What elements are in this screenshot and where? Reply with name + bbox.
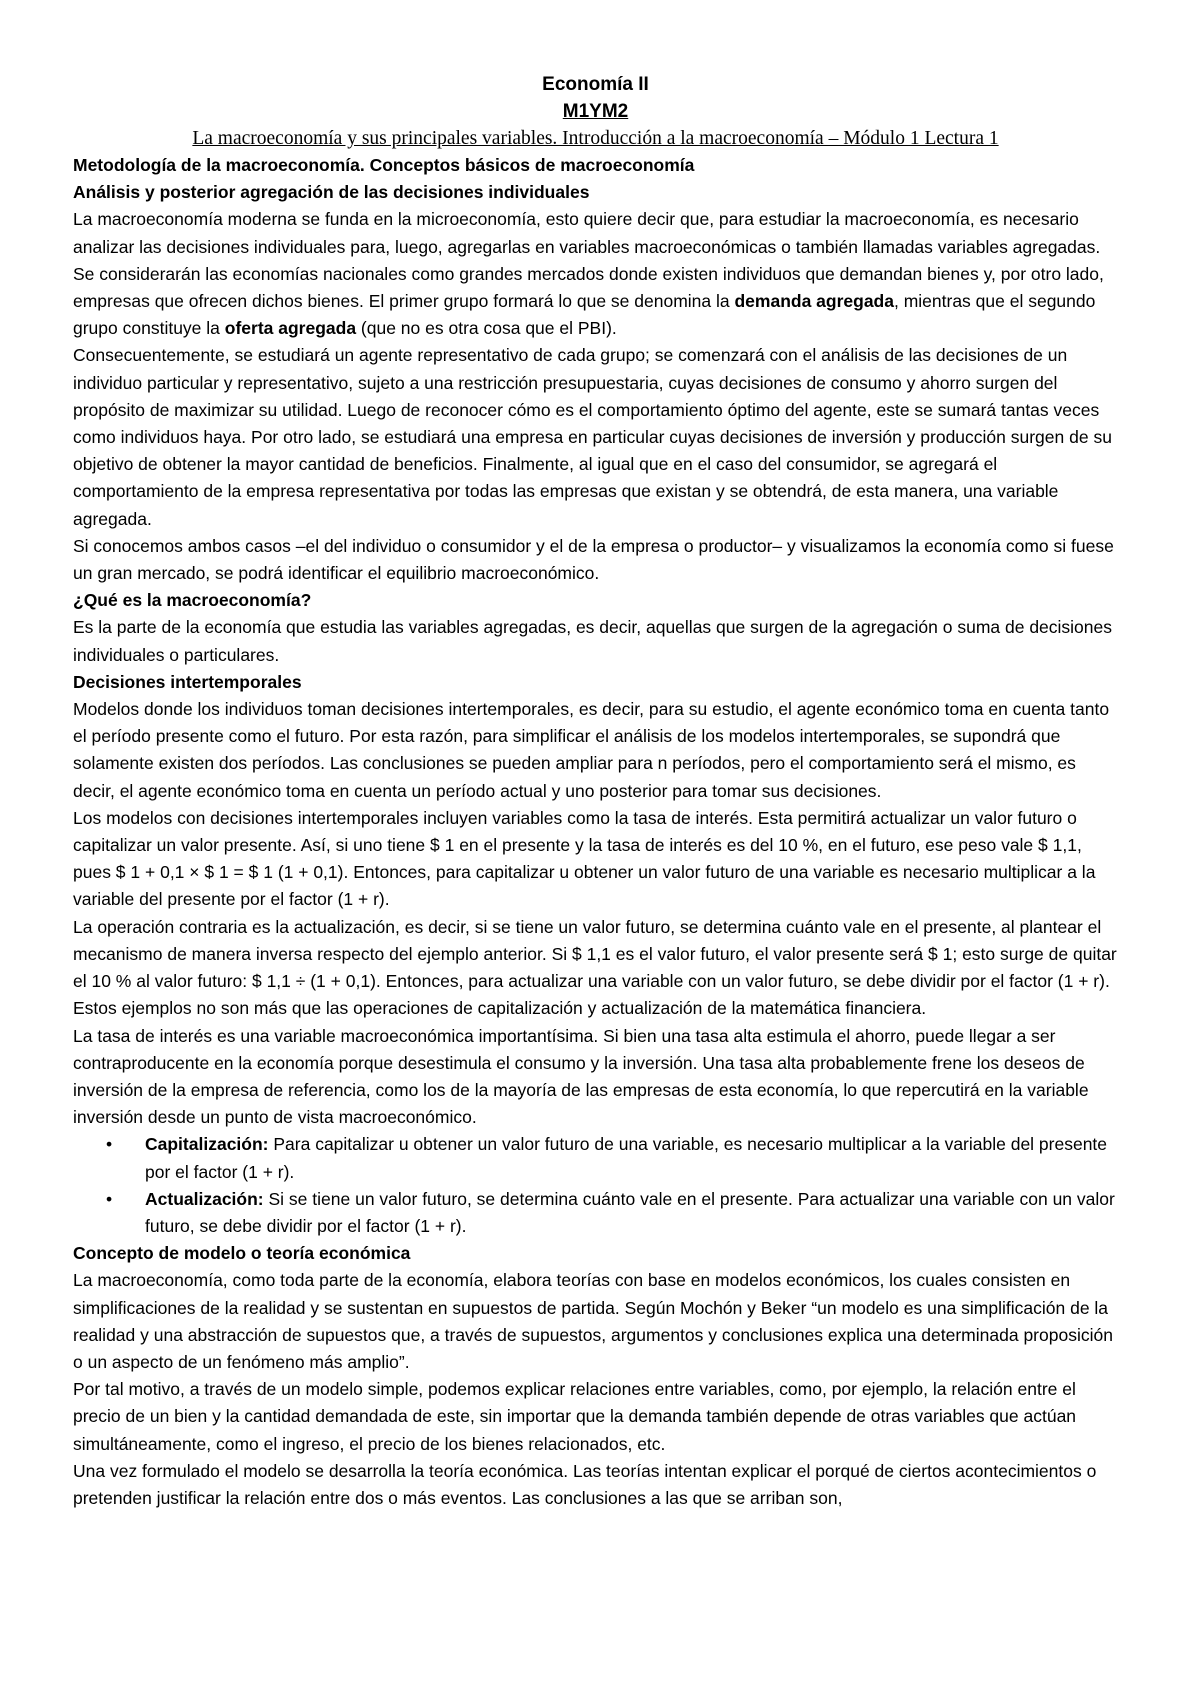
bullet-term: Actualización:: [145, 1188, 264, 1209]
paragraph: Modelos donde los individuos toman decisiones intertemporales, es decir, para su estudio, el agente económico toma en cuenta tanto el período presente como el futuro. Por esta razón, para simplificar el análisis de los modelos intertemporales, se supondrá que solamente existen dos períodos. Las conclusiones se pueden ampliar para n períodos, pero el comportamiento será el mismo, es decir, el agente económico toma en cuenta un período actual y uno posterior para tomar sus decisiones.: [73, 699, 1110, 801]
text-span: La macroeconomía moderna se funda en la microeconomía, esto quiere decir que, para estudiar la macroeconomía, es necesario analizar las decisiones individuales para, luego, agregarlas en variables macroeconómicas o también llamadas variables agregadas. Se considerarán las economías nacionales como grandes mercados donde existen individuos que demandan bienes y, por otro lado, empresas que ofrecen dichos bienes. El primer grupo formará lo que se denomina la: [73, 209, 1104, 312]
bullet-term: Capitalización:: [145, 1134, 269, 1155]
paragraph: Por tal motivo, a través de un modelo simple, podemos explicar relaciones entre variables, como, por ejemplo, la relación entre el precio de un bien y la cantidad demandada de este, sin importar que la demanda también depende de otras variables que actúan simultáneamente, como el ingreso, el precio de los bienes relacionados, etc.: [73, 1379, 1077, 1454]
paragraph: [73, 206, 1118, 342]
list-item: [106, 1131, 1118, 1185]
list-item: [106, 1186, 1118, 1240]
text-span: (que no es otra cosa que el PBI).: [356, 318, 617, 339]
term-oferta-agregada: oferta agregada: [224, 318, 357, 339]
section-heading-model: Concepto de modelo o teoría económica: [73, 1243, 411, 1264]
lecture-title: La macroeconomía y sus principales variables. Introducción a la macroeconomía – Módulo 1 Lectura 1: [192, 128, 999, 149]
paragraph: La macroeconomía, como toda parte de la economía, elabora teorías con base en modelos económicos, los cuales consisten en simplificaciones de la realidad y se sustentan en supuestos de partida. Según Mochón y Beker “un modelo es una simplificación de la realidad y una abstracción de supuestos que, a través de supuestos, argumentos y conclusiones explica una determinada proposición o un aspecto de un fenómeno más amplio”.: [73, 1270, 1113, 1372]
paragraph: Es la parte de la economía que estudia las variables agregadas, es decir, aquellas que surgen de la agregación o suma de decisiones individuales o particulares.: [73, 617, 1113, 665]
paragraph: La tasa de interés es una variable macroeconómica importantísima. Si bien una tasa alta estimula el ahorro, puede llegar a ser contraproducente en la economía porque desestimula el consumo y la inversión. Una tasa alta probablemente frene los deseos de inversión de la empresa de referencia, como los de la mayoría de las empresas de esta economía, lo que repercutirá en la variable inversión desde un punto de vista macroeconómico.: [73, 1025, 1089, 1128]
bullet-icon: •: [106, 1134, 113, 1155]
section-heading-methodology: Metodología de la macroeconomía. Conceptos básicos de macroeconomía: [73, 155, 695, 175]
bullet-icon: •: [106, 1188, 113, 1209]
section-heading-intertemporal: Decisiones intertemporales: [73, 671, 302, 692]
bullet-list: [73, 1131, 1118, 1240]
module-code: M1YM2: [562, 101, 629, 122]
section-heading-what-is-macro: ¿Qué es la macroeconomía?: [73, 590, 312, 611]
paragraph: Consecuentemente, se estudiará un agente representativo de cada grupo; se comenzará con el análisis de las decisiones de un individuo particular y representativo, sujeto a una restricción presupuestaria, cuyas decisiones de consumo y ahorro surgen del propósito de maximizar su utilidad. Luego de reconocer cómo es el comportamiento óptimo del agente, este se sumará tantas veces como individuos haya. Por otro lado, se estudiará una empresa en particular cuyas decisiones de inversión y producción surgen de su objetivo de obtener la mayor cantidad de beneficios. Finalmente, al igual que en el caso del consumidor, se agregará el comportamiento de la empresa representativa por todas las empresas que existan y se obtendrá, de esta manera, una variable agregada.: [73, 345, 1112, 529]
paragraph: Si conocemos ambos casos –el del individuo o consumidor y el de la empresa o productor– y visualizamos la economía como si fuese un gran mercado, se podrá identificar el equilibrio macroeconómico.: [73, 535, 1114, 584]
text-span: , mientras que el segundo grupo constituye la: [73, 291, 1096, 339]
bullet-text: Si se tiene un valor futuro, se determina cuánto vale en el presente. Para actualizar una variable con un valor futuro, se debe dividir por el factor (1 + r).: [145, 1188, 1115, 1236]
subheading-aggregation: Análisis y posterior agregación de las decisiones individuales: [73, 182, 590, 203]
term-demanda-agregada: demanda agregada: [734, 291, 894, 312]
bullet-text: Para capitalizar u obtener un valor futuro de una variable, es necesario multiplicar a la variable del presente por el factor (1 + r).: [145, 1134, 1108, 1182]
paragraph: La operación contraria es la actualización, es decir, si se tiene un valor futuro, se determina cuánto vale en el presente, al plantear el mecanismo de manera inversa respecto del ejemplo anterior. Si $ 1,1 es el valor futuro, el valor presente será $ 1; esto surge de quitar el 10 % al valor futuro: $ 1,1 ÷ (1 + 0,1). Entonces, para actualizar una variable con un valor futuro, se debe dividir por el factor (1 + r). Estos ejemplos no son más que las operaciones de capitalización y actualización de la matemática financiera.: [73, 916, 1117, 1019]
paragraph: Los modelos con decisiones intertemporales incluyen variables como la tasa de interés. Esta permitirá actualizar un valor futuro o capitalizar un valor presente. Así, si uno tiene $ 1 en el presente y la tasa de interés es del 10 %, en el futuro, ese peso vale $ 1,1, pues $ 1 + 0,1 × $ 1 = $ 1 (1 + 0,1). Entonces, para capitalizar u obtener un valor futuro de una variable es necesario multiplicar a la variable del presente por el factor (1 + r).: [73, 807, 1096, 910]
paragraph: Una vez formulado el modelo se desarrolla la teoría económica. Las teorías intentan explicar el porqué de ciertos acontecimientos o pretenden justificar la relación entre dos o más eventos. Las conclusiones a las que se arriban son,: [73, 1460, 1097, 1508]
document-title: Economía II: [542, 74, 649, 95]
